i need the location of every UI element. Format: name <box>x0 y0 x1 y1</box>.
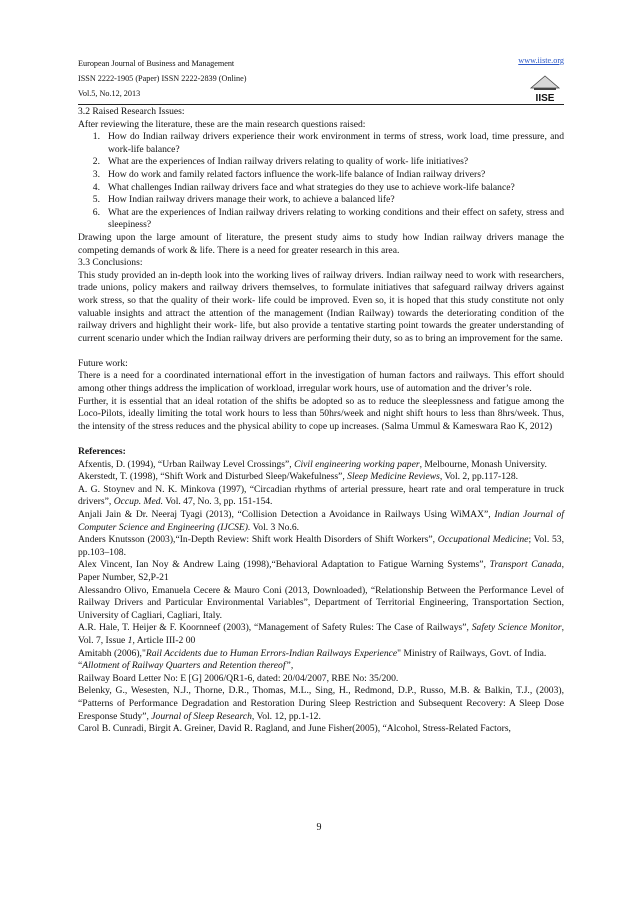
future-work-paragraph-2: Further, it is essential that an ideal rotation of the shifts be adopted so as to reduce the sleeplessness and fatigue among the Loco-Pilots, ideally limiting the total work hours to less than 50hrs/week and night shift hours to less than 8hrs/week. Thus, the intensity of the stress reduces and the physical ability to cope up increases. (Salma Ummul & Kameswara Rao K, 2012) <box>78 395 564 432</box>
research-question-item <box>78 194 564 207</box>
question-number: 1. <box>92 131 100 143</box>
conclusions-paragraph: This study provided an in-depth look into the working lives of railway drivers. Indian railway need to work with researchers, trade unions, policy makers and railway drivers themselves, to formulate initiatives that safeguard railway drivers against work stress, so that the quality of their work- life could be improved. Even so, it is hoped that this study constitute not only valuable insights and attract the attention of the management (Indian Railway) towards the deteriorating condition of the railway drivers and highlight their work- life, but also provide a tentative starting point towards the greater understanding of current scenario under which the Indian railway drivers are performing their duty, so as to bring an improvement for the same. <box>78 269 564 344</box>
question-text: What challenges Indian railway drivers face and what strategies do they use to achieve work-life balance? <box>108 181 515 193</box>
section-closing-paragraph: Drawing upon the large amount of literature, the present study aims to study how Indian railway drivers manage the competing demands of work & life. There is a need for greater research in this area. <box>78 231 564 256</box>
reference-entry: Alex Vincent, Ian Noy & Andrew Laing (1998),“Behavioral Adaptation to Fatigue Warning Systems”, Transport Canada, Paper Number, S2,P-21 <box>78 559 564 583</box>
section-heading-3-2: 3.2 Raised Research Issues: <box>78 106 185 117</box>
future-work-paragraph-1: There is a need for a coordinated international effort in the investigation of human factors and railways. This effort should among other things address the implication of workload, irregular work hours, use of automation and the driver’s role. <box>78 370 564 395</box>
reference-entry: A. G. Stoynev and N. K. Minkova (1997), “Circadian rhythms of arterial pressure, heart rate and oral temperature in truck drivers”, Occup. Med. Vol. 47, No. 3, pp. 151-154. <box>78 483 564 508</box>
reference-entry: Akerstedt, T. (1998), “Shift Work and Disturbed Sleep/Wakefulness”, Sleep Medicine Reviews, Vol. 2, pp.117-128. <box>78 471 519 483</box>
question-text: How Indian railway drivers manage their work, to achieve a balanced life? <box>108 194 395 206</box>
question-text: What are the experiences of Indian railway drivers relating to working conditions and their effect on safety, stress and sleepiness? <box>108 206 564 231</box>
question-number: 2. <box>92 156 100 168</box>
page-body <box>78 106 564 736</box>
question-number: 6. <box>92 206 100 218</box>
reference-entry: Anders Knutsson (2003),“In-Depth Review: Shift work Health Disorders of Shift Workers”, Occupational Medicine; Vol. 53, pp.103–108. <box>78 534 564 558</box>
page-header <box>78 56 564 106</box>
reference-entry: Amitabh (2006),"Rail Accidents due to Human Errors-Indian Railways Experience" Ministry of Railways, Govt. of India. <box>78 647 547 659</box>
issn: ISSN 2222-1905 (Paper) ISSN 2222-2839 (Online) <box>78 74 247 83</box>
journal-url-link[interactable]: www.iiste.org <box>518 56 564 65</box>
research-questions-list <box>78 131 564 232</box>
volume-info: Vol.5, No.12, 2013 <box>78 89 141 98</box>
journal-name: European Journal of Business and Management <box>78 59 235 68</box>
page-number: 9 <box>316 822 322 833</box>
iiste-logo-icon <box>528 74 562 104</box>
research-question-item <box>78 207 564 232</box>
question-text: How do work and family related factors influence the work-life balance of Indian railway drivers? <box>108 168 486 180</box>
question-number: 5. <box>92 194 100 206</box>
future-work-heading: Future work: <box>78 357 128 369</box>
reference-entry: Afxentis, D. (1994), “Urban Railway Level Crossings”, Civil engineering working paper, Melbourne, Monash University. <box>78 458 547 470</box>
reference-entry: A.R. Hale, T. Heijer & F. Koornneef (2003), “Management of Safety Rules: The Case of Railways”, Safety Science Monitor, Vol. 7, Issue 1, Article III-2 00 <box>78 622 564 646</box>
reference-entry: Anjali Jain & Dr. Neeraj Tyagi (2013), “Collision Detection a Avoidance in Railways Using WiMAX”, Indian Journal of Computer Science and Engineering (IJCSE). Vol. 3 No.6. <box>78 509 565 533</box>
question-text: How do Indian railway drivers experience their work environment in terms of stress, work load, time pressure, and work-life balance? <box>108 131 564 155</box>
references-heading: References: <box>78 446 126 458</box>
references-list <box>78 459 564 736</box>
research-question-item <box>78 156 564 169</box>
reference-entry: “Allotment of Railway Quarters and Retention thereof”, <box>78 660 294 672</box>
research-question-item <box>78 169 564 182</box>
question-number: 4. <box>92 181 100 193</box>
reference-entry: Railway Board Letter No: E [G] 2006/QR1-6, dated: 20/04/2007, RBE No: 35/200. <box>78 672 399 684</box>
reference-entry: Alessandro Olivo, Emanuela Cecere & Mauro Coni (2013, Downloaded), “Relationship Between the Performance Level of Railway Drivers and Particular Environmental Variables”, Department of Territorial Engineering, Transportation Section, University of Cagliari, Cagliari, Italy. <box>78 584 564 621</box>
research-question-item <box>78 131 564 156</box>
reference-entry: Belenky, G., Wesesten, N.J., Thorne, D.R., Thomas, M.L., Sing, H., Redmond, D.P., Russo, M.B. & Balkin, T.J., (2003), “Patterns of Performance Degradation and Restoration During Sleep Restriction and Subsequent Recovery: A Sleep Dose Eresponse Study”, Journal of Sleep Research, Vol. 12, pp.1-12. <box>78 685 564 722</box>
svg-text:IISE: IISE <box>535 93 555 104</box>
question-text: What are the experiences of Indian railway drivers relating to quality of work- life initiatives? <box>108 156 469 168</box>
question-number: 3. <box>92 168 100 180</box>
section-intro: After reviewing the literature, these are the main research questions raised: <box>78 118 366 130</box>
header-divider <box>78 104 564 105</box>
reference-entry: Carol B. Cunradi, Birgit A. Greiner, David R. Ragland, and June Fisher(2005), “Alcohol, Stress-Related Factors, <box>78 723 511 735</box>
research-question-item <box>78 182 564 195</box>
section-heading-3-3: 3.3 Conclusions: <box>78 257 143 269</box>
